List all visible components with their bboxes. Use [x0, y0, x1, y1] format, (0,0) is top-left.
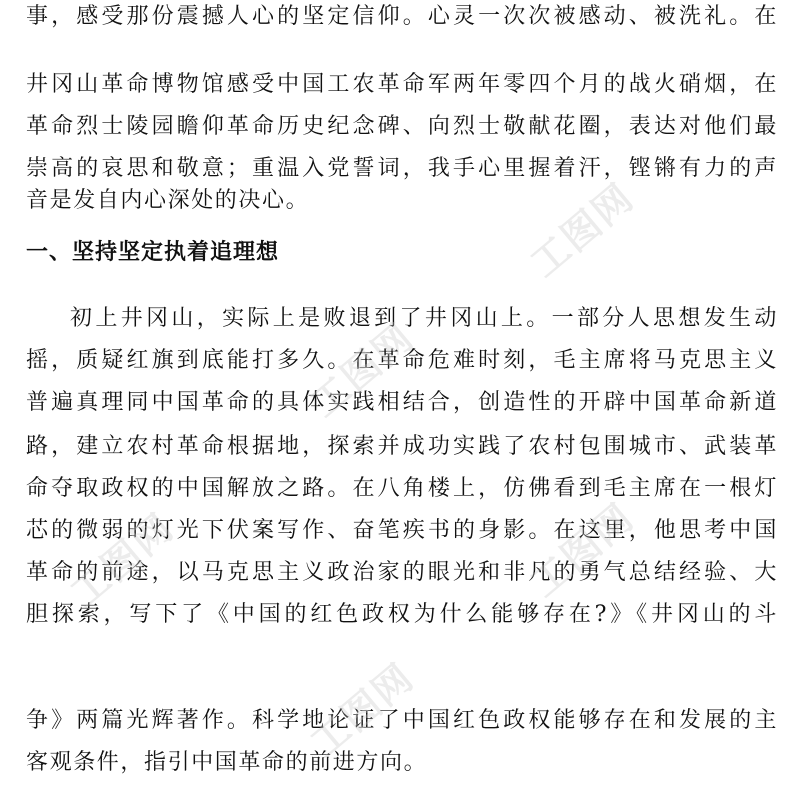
watermark: 工图网 [302, 314, 423, 426]
paragraph-2-line-3: 普遍真理同中国革命的具体实践相结合，创造性的开辟中国革命新道 [26, 390, 778, 415]
paragraph-2-line-1: 初上井冈山，实际上是败退到了井冈山上。一部分人思想发生动 [70, 306, 778, 331]
paragraph-3-line-1: 争》两篇光辉著作。科学地论证了中国红色政权能够存在和发展的主 [26, 708, 778, 733]
paragraph-1-line-1: 事，感受那份震撼人心的坚定信仰。心灵一次次被感动、被洗礼。在 [26, 4, 778, 29]
paragraph-2-line-7: 革命的前途，以马克思主义政治家的眼光和非凡的勇气总结经验、大 [26, 560, 778, 585]
paragraph-1-line-3: 革命烈士陵园瞻仰革命历史纪念碑、向烈士敬献花圈，表达对他们最 [26, 114, 778, 139]
paragraph-1-line-5: 音是发自内心深处的决心。 [26, 188, 310, 213]
paragraph-2-line-5: 命夺取政权的中国解放之路。在八角楼上，仿佛看到毛主席在一根灯 [26, 476, 778, 501]
paragraph-1-line-2: 井冈山革命博物馆感受中国工农革命军两年零四个月的战火硝烟，在 [26, 72, 778, 97]
watermark: 工图网 [522, 174, 643, 286]
watermark: 工图网 [302, 654, 423, 766]
paragraph-2-line-2: 摇，质疑红旗到底能打多久。在革命危难时刻，毛主席将马克思主义 [26, 348, 778, 373]
section-heading: 一、坚持坚定执着追理想 [26, 240, 280, 265]
paragraph-2-line-6: 芯的微弱的灯光下伏案写作、奋笔疾书的身影。在这里，他思考中国 [26, 518, 778, 543]
paragraph-1-line-4: 崇高的哀思和敬意；重温入党誓词，我手心里握着汗，铿锵有力的声 [26, 156, 778, 181]
paragraph-2-line-8: 胆探索，写下了《中国的红色政权为什么能够存在?》《井冈山的斗 [26, 602, 778, 627]
paragraph-3-line-2: 客观条件，指引中国革命的前进方向。 [26, 750, 428, 775]
watermark: 工图网 [522, 494, 643, 606]
watermark: 工图网 [62, 504, 183, 616]
paragraph-2-line-4: 路，建立农村革命根据地，探索并成功实践了农村包围城市、武装革 [26, 434, 778, 459]
